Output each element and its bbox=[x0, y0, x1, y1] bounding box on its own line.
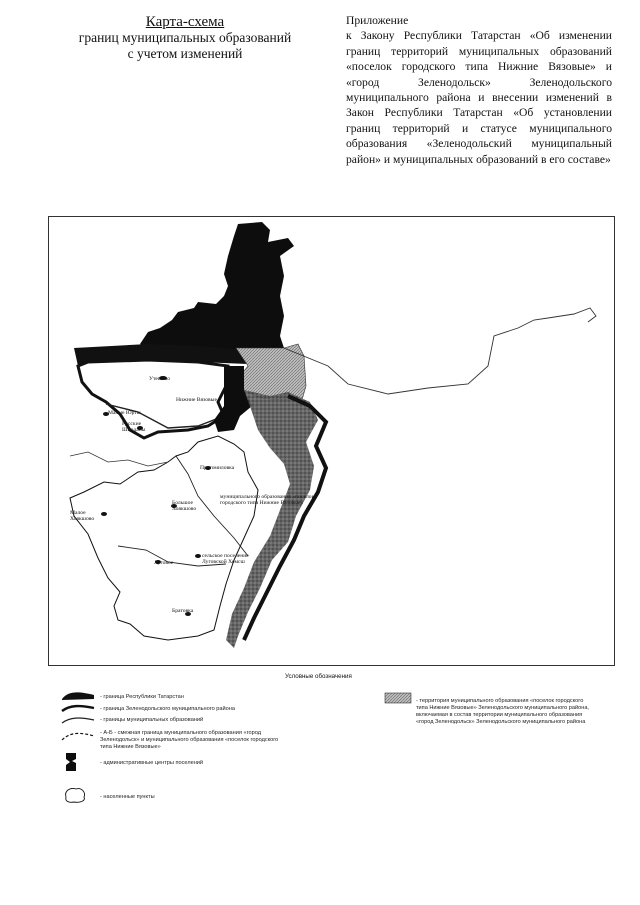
map-title-block bbox=[60, 14, 310, 62]
shared-border-symbol bbox=[60, 730, 96, 742]
label-uteshevo: Утешево bbox=[149, 376, 171, 382]
appendix-heading: Приложение bbox=[346, 14, 409, 27]
legend-district-border: - граница Зеленодольского муниципального района bbox=[100, 706, 235, 712]
legend-settlements: - населенные пункты bbox=[100, 794, 155, 800]
legend-shared-border: - А-Б - смежная граница муниципального образования «город Зеленодольск» и муниципального образования «поселок городского типа Нижние Вязовые» bbox=[100, 730, 279, 750]
zelenodolsk-city-area bbox=[140, 222, 294, 352]
label-bolshoe-khomyakovo: Большое Хоякшово bbox=[172, 500, 197, 513]
label-nizhnie-vyazovye: Нижние Вязовые bbox=[176, 397, 217, 403]
territory-hatch-symbol bbox=[384, 692, 412, 704]
label-pretomilovka: Претомиловка bbox=[200, 465, 235, 471]
legend-republic-border: - граница Республики Татарстан bbox=[100, 694, 184, 700]
north-east-boundary bbox=[284, 308, 596, 394]
appendix-block bbox=[346, 13, 612, 167]
western-district-boundary bbox=[70, 452, 168, 466]
label-municipal-area: муниципального образования «поселок городского типа Нижние Вязовые» bbox=[220, 494, 315, 507]
legend-title: Условные обозначения bbox=[285, 673, 352, 680]
legend-admin-centers: - административные центры поселений bbox=[100, 760, 204, 766]
legend-municipal-borders: - границы муниципальных образований bbox=[100, 717, 204, 723]
district-border-symbol bbox=[60, 703, 96, 713]
map-subtitle-line1: границ муниципальных образований bbox=[78, 30, 292, 45]
label-russkie-shirdany: Русские Ширданы bbox=[122, 421, 146, 434]
republic-border-symbol bbox=[60, 689, 96, 701]
label-rural-settlement: сельское поселение Луговской Хомсш bbox=[202, 553, 249, 566]
map-drawing bbox=[48, 216, 615, 666]
label-point-b: Б bbox=[302, 400, 306, 406]
map-title: Карта-схема bbox=[145, 14, 225, 30]
label-maloe-khomyakovo: Малое Хоякшово bbox=[70, 510, 95, 523]
appendix-text: к Закону Республики Татарстан «Об изменении границ территорий муниципальных образований «поселок городского типа Нижние Вязовые» и «город Зеленодольск» Зеленодольского муниципального района и внесении изменений в Закон Республики Татарстан «Об установлении границ территорий и статусе муниципального образования «Зеленодольский муниципальный район» и муниципальных образований в его составе» bbox=[346, 29, 612, 166]
label-malye-yurty: Малые Юрты bbox=[108, 410, 141, 416]
settlement-symbol bbox=[62, 785, 88, 805]
legend-transferred-territory: - территория муниципального образования «поселок городского типа Нижние Вязовые» Зеленодольского муниципального района, включаемая в состав территории муниципального образования «город Зеленодольск» Зеленодольского муниципального района bbox=[416, 698, 589, 725]
label-lugovoe: Луговое bbox=[154, 560, 174, 566]
admin-center-symbol bbox=[62, 751, 82, 773]
municipal-border-symbol bbox=[60, 715, 96, 725]
label-bratovka: Братовка bbox=[172, 608, 194, 614]
map-subtitle-line2: с учетом изменений bbox=[127, 46, 243, 61]
